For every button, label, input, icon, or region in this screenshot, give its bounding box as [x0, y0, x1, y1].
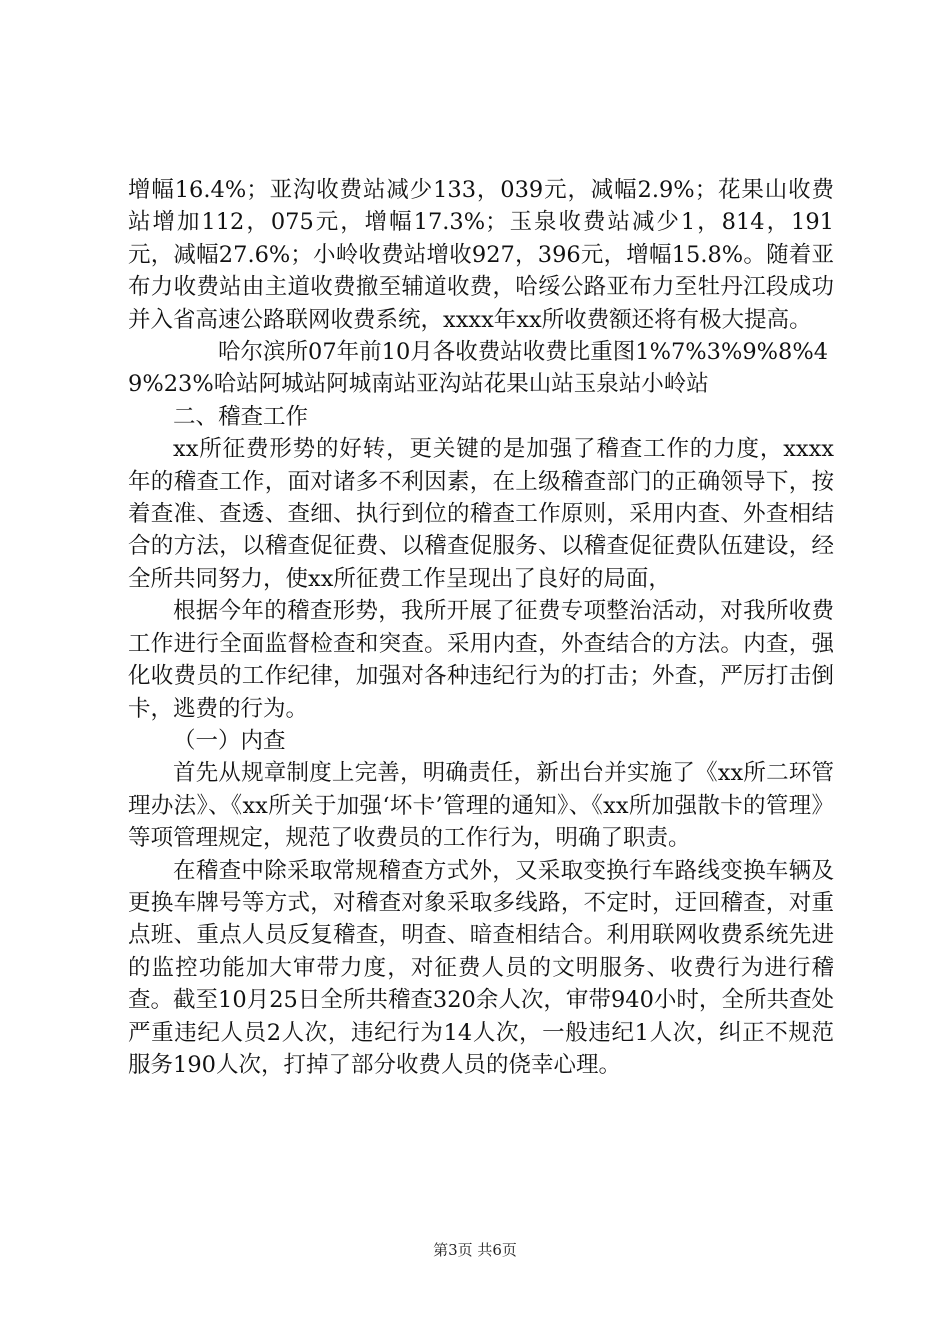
section-heading-inspection: 二、稽查工作 [173, 403, 309, 430]
subheading-internal-inspection: （一）内查 [173, 727, 286, 754]
paragraph-inspection-overview: xx所征费形势的好转，更关键的是加强了稽查工作的力度，xxxx年的稽查工作，面对诸多不利因素，在上级稽查部门的正确领导下，按着查准、查透、查细、执行到位的稽查工作原则，采用内查、外查相结合的方法，以稽查促征费、以稽查促服务、以稽查促征费队伍建设，经全所共同努力，使xx所征费工作呈现出了良好的局面， [128, 436, 834, 592]
page-footer: 第3页 共6页 [433, 1241, 517, 1259]
paragraph-inspection-results: 在稽查中除采取常规稽查方式外，又采取变换行车路线变换车辆及更换车牌号等方式，对稽查对象采取多线路，不定时，迂回稽查，对重点班、重点人员反复稽查，明查、暗查相结合。利用联网收费系统先进的监控功能加大审带力度，对征费人员的文明服务、收费行为进行稽查。截至10月25日全所共稽查320余人次，审带940小时，全所共查处严重违纪人员2人次，违纪行为14人次，一般违纪1人次，纠正不规范服务190人次，打掉了部分收费人员的侥幸心理。 [128, 857, 834, 1078]
paragraph-special-campaign: 根据今年的稽查形势，我所开展了征费专项整治活动，对我所收费工作进行全面监督检查和突查。采用内查，外查结合的方法。内查，强化收费员的工作纪律，加强对各种违纪行为的打击；外查，严厉打击倒卡，逃费的行为。 [128, 598, 834, 722]
document-body [128, 174, 834, 1081]
chart-caption-text: 哈尔滨所07年前10月各收费站收费比重图1%7%3%9%8%49%23%哈站阿城站阿城南站亚沟站花果山站玉泉站小岭站 [128, 339, 829, 398]
paragraph-toll-statistics: 增幅16.4%；亚沟收费站减少133，039元，减幅2.9%；花果山收费站增加112，075元，增幅17.3%；玉泉收费站减少1，814，191元，减幅27.6%；小岭收费站增收927，396元，增幅15.8%。随着亚布力收费站由主道收费撤至辅道收费，哈绥公路亚布力至牡丹江段成功并入省高速公路联网收费系统，xxxx年xx所收费额还将有极大提高。 [128, 177, 834, 333]
paragraph-regulations: 首先从规章制度上完善，明确责任，新出台并实施了《xx所二环管理办法》、《xx所关于加强‘坏卡’管理的通知》、《xx所加强散卡的管理》等项管理规定，规范了收费员的工作行为，明确了职责。 [128, 760, 834, 852]
